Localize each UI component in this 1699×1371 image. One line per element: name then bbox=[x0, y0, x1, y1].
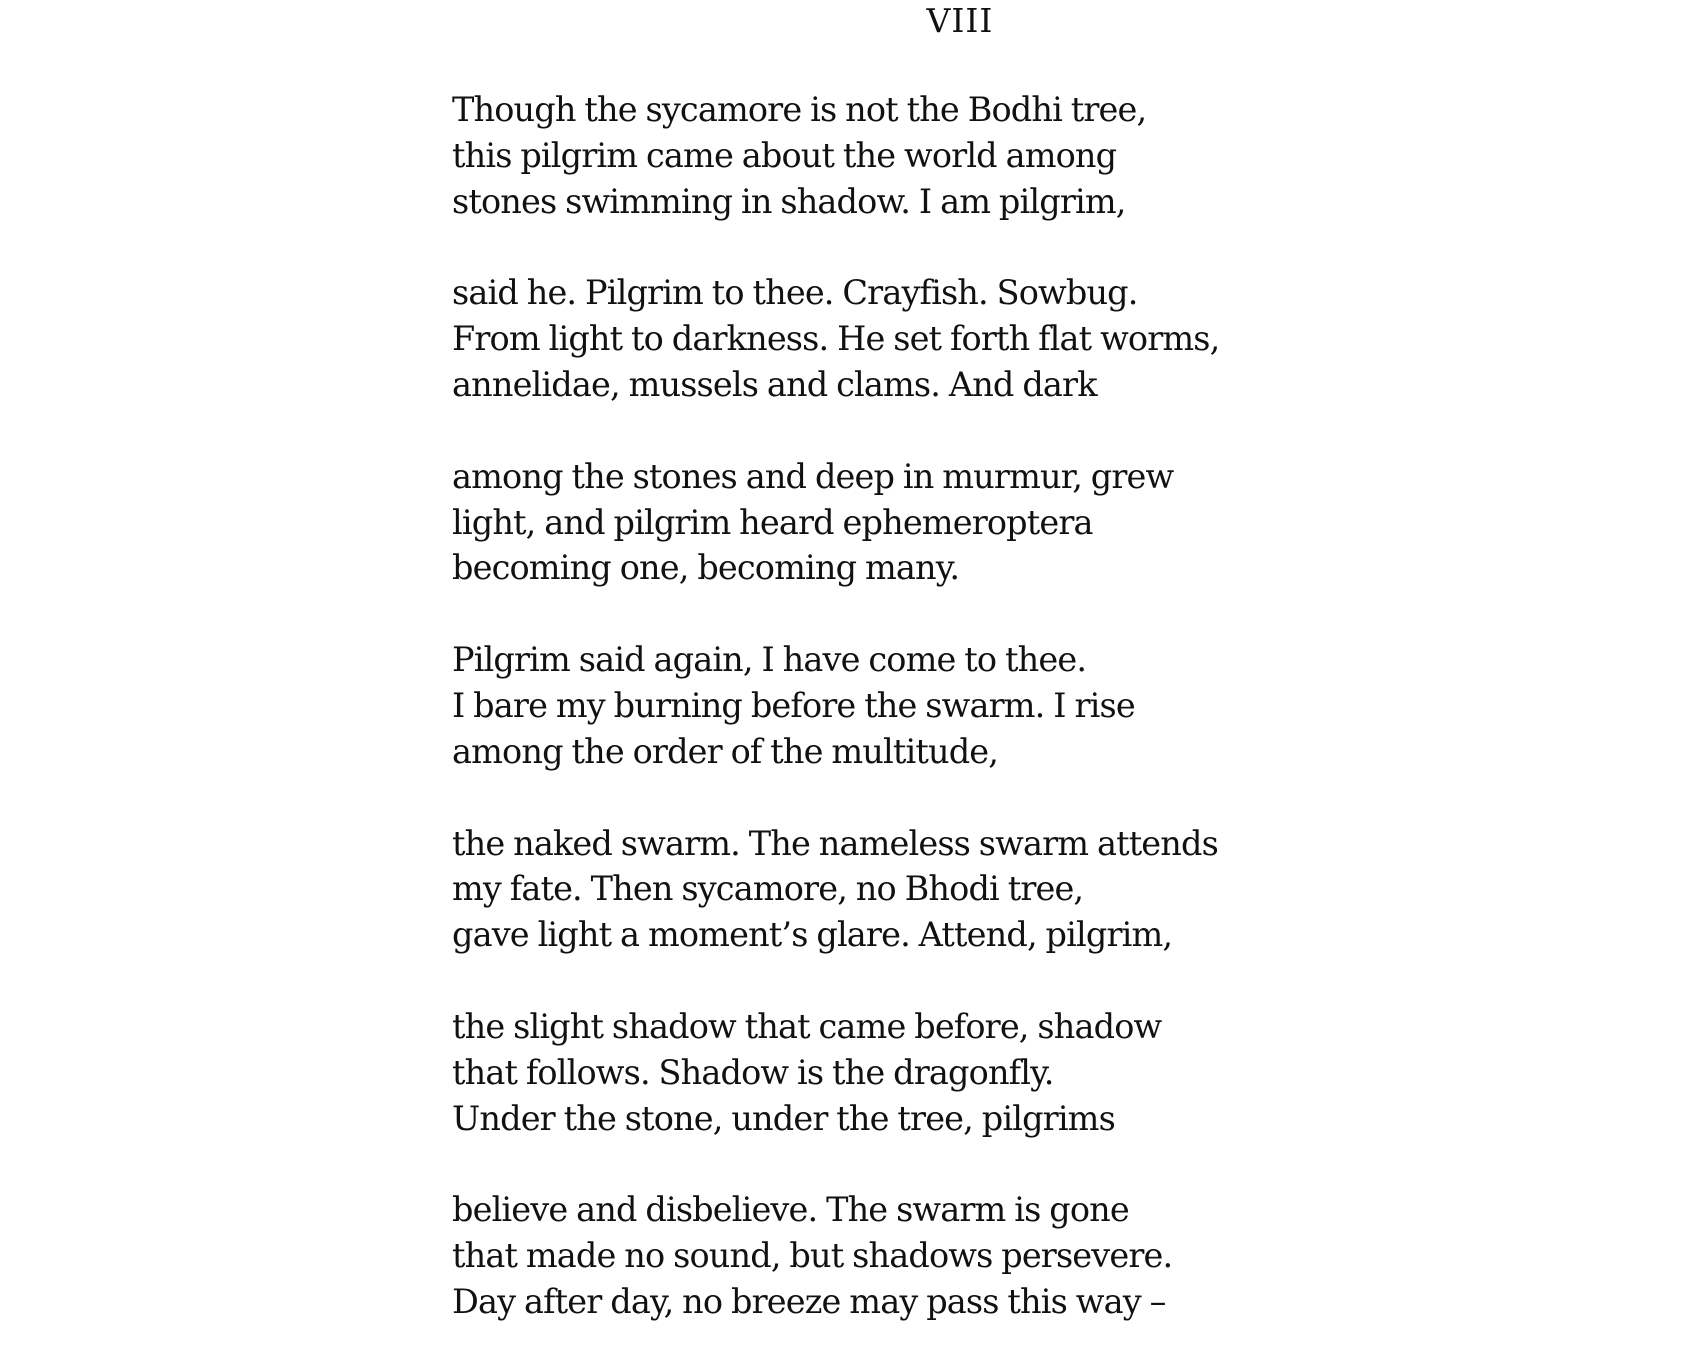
stanza-7 bbox=[452, 1187, 1352, 1324]
poem-body bbox=[452, 87, 1352, 1371]
poem-line: that made no sound, but shadows persevere. bbox=[452, 1236, 1173, 1276]
poem-line: Though the sycamore is not the Bodhi tree, bbox=[452, 90, 1147, 129]
poem-line: gave light a moment’s glare. Attend, pilgrim, bbox=[452, 915, 1173, 955]
poem-line: annelidae, mussels and clams. And dark bbox=[452, 364, 1097, 404]
stanza-2 bbox=[452, 270, 1352, 407]
poem-line: stones swimming in shadow. I am pilgrim, bbox=[452, 181, 1126, 221]
poem-line: this pilgrim came about the world among bbox=[452, 135, 1117, 175]
poem-line: the naked swarm. The nameless swarm attends bbox=[452, 823, 1218, 863]
poem-line: light, and pilgrim heard ephemeroptera bbox=[452, 502, 1093, 542]
poem-line: From light to darkness. He set forth flat worms, bbox=[452, 319, 1220, 359]
poem-line: said he. Pilgrim to thee. Crayfish. Sowbug. bbox=[452, 273, 1138, 313]
stanza-6 bbox=[452, 1004, 1352, 1141]
stanza-1 bbox=[452, 87, 1352, 224]
poem-line: among the stones and deep in murmur, grew bbox=[452, 456, 1174, 496]
poem-line: my fate. Then sycamore, no Bhodi tree, bbox=[452, 869, 1084, 909]
stanza-3 bbox=[452, 454, 1352, 591]
poem-line: Day after day, no breeze may pass this way – bbox=[452, 1281, 1166, 1321]
poem-line: I bare my burning before the swarm. I rise bbox=[452, 685, 1135, 725]
poem-line: believe and disbelieve. The swarm is gone bbox=[452, 1190, 1129, 1230]
stanza-4 bbox=[452, 637, 1352, 774]
poem-line: becoming one, becoming many. bbox=[452, 548, 960, 588]
poem-line: Under the stone, under the tree, pilgrims bbox=[452, 1098, 1115, 1138]
poem-line: among the order of the multitude, bbox=[452, 731, 999, 771]
poem-line: that follows. Shadow is the dragonfly. bbox=[452, 1052, 1054, 1092]
poem-line: the slight shadow that came before, shadow bbox=[452, 1006, 1162, 1046]
stanza-5 bbox=[452, 821, 1352, 958]
poem-line: Pilgrim said again, I have come to thee. bbox=[452, 640, 1087, 680]
poem-section-title: VIII bbox=[926, 1, 994, 40]
